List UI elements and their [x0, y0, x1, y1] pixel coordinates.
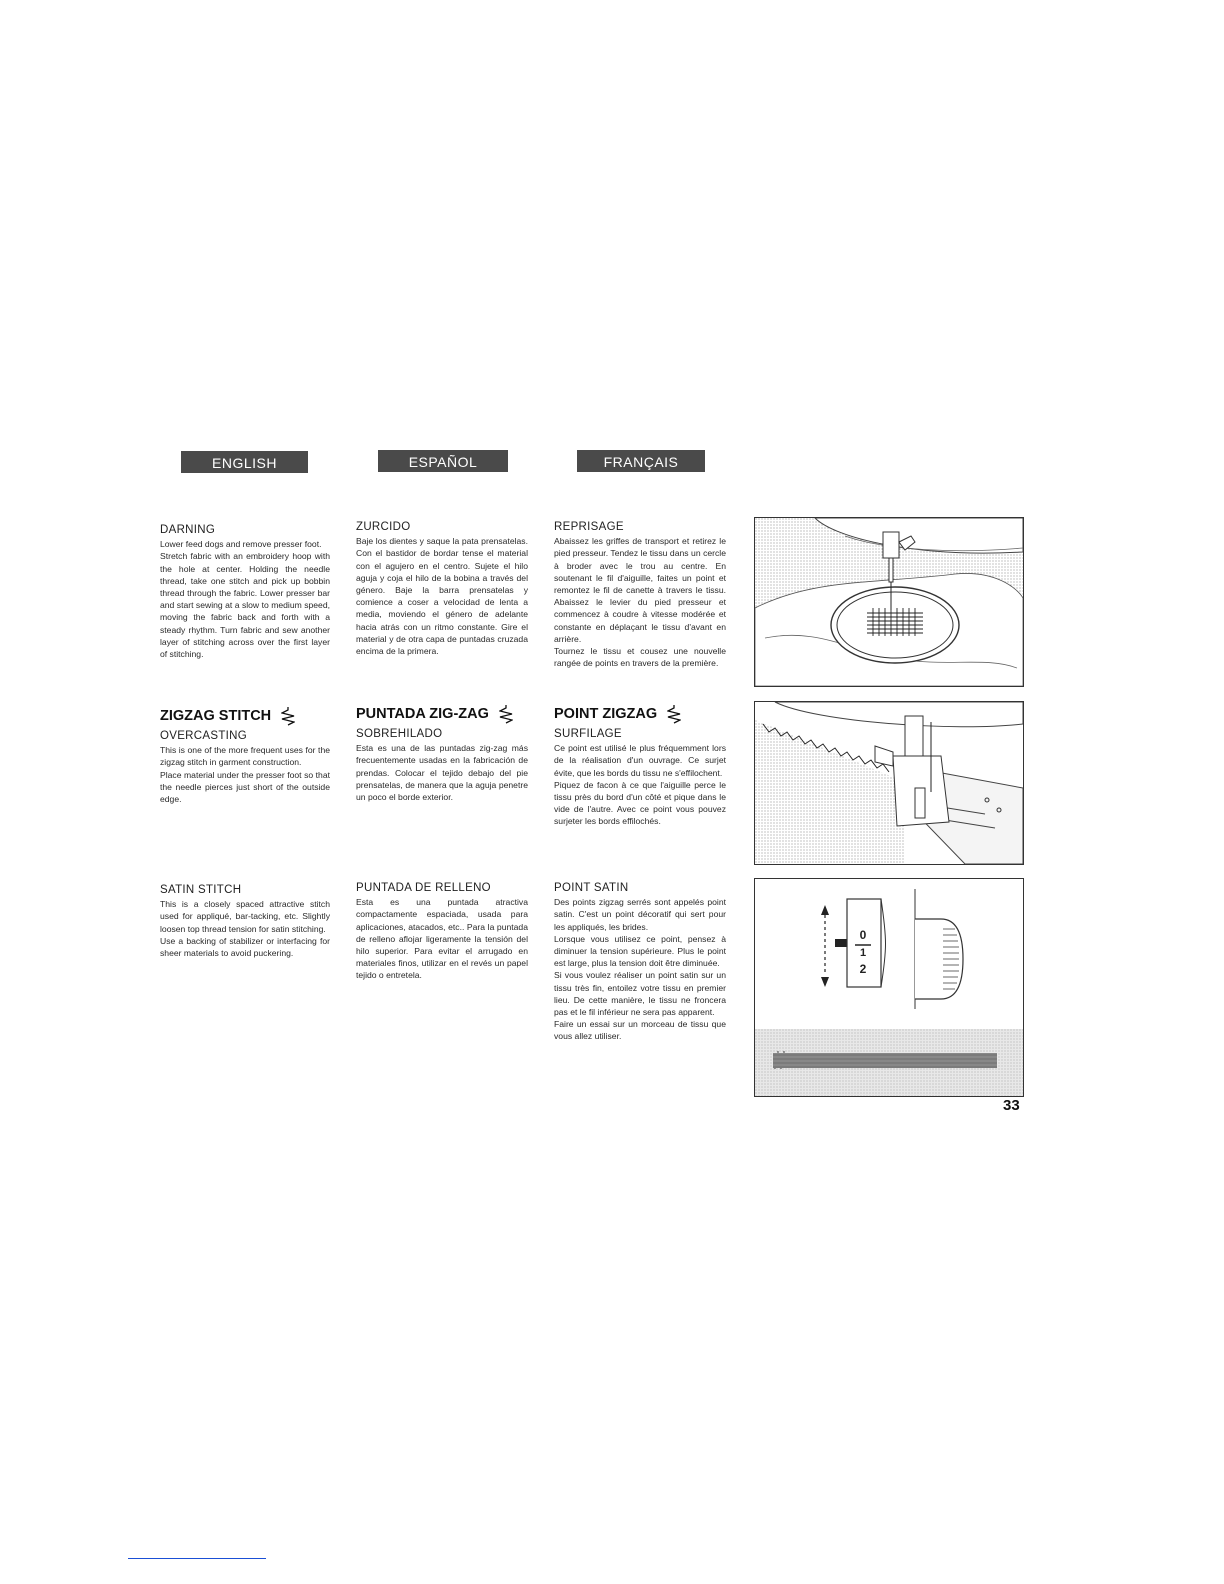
francais-satin-title: POINT SATIN — [554, 882, 629, 894]
stitch-dial-drawing — [755, 879, 1023, 1096]
espanol-satin-section — [356, 882, 528, 982]
francais-satin-para-1: Des points zigzag serrés sont appelés point satin. C'est un point décoratif qui sert pour les appliqués, les brides. — [554, 897, 726, 932]
tab-espanol: ESPAÑOL — [378, 450, 508, 472]
english-satin-para-2: Use a backing of stabilizer or interfacing for sheer materials to avoid puckering. — [160, 935, 330, 959]
francais-overcasting-para-1: Ce point est utilisé le plus fréquemment lors de la réalisation d'un ouvrage. Ce surjet évite, que les bords du tissu ne s'effilochent. — [554, 743, 726, 778]
francais-overcasting-title: SURFILAGE — [554, 728, 622, 740]
tab-francais: FRANÇAIS — [577, 450, 705, 472]
english-darning-title: DARNING — [160, 524, 216, 536]
espanol-satin-para-1: Esta es una puntada atractiva compactamente espaciada, usada para aplicaciones, atacados, etc.. Para la puntada de relleno aflojar ligeramente la tensión del hilo superior. Para evitar el arrugado en materiales finos, utilizar en el revés un papel tejido o entretela. — [356, 897, 528, 981]
francais-darning-para-2: Tournez le tissu et cousez une nouvelle rangée de points en travers de la première. — [554, 646, 726, 669]
english-darning-para-2: Stretch fabric with an embroidery hoop with the hole at center. Holding the needle thread, take one stitch and pick up bobbin thread through the fabric. Lower presser bar and start sewing at a slow to medium speed, moving the fabric back and forth with a steady rhythm. Turn fabric and sew another layer of stitching across over the first layer of stitching. — [160, 551, 330, 660]
francais-darning-section — [554, 521, 726, 669]
english-overcasting-section — [160, 730, 330, 805]
embroidery-hoop-illustration — [754, 517, 1024, 687]
espanol-zigzag-heading — [356, 704, 513, 724]
english-satin-title: SATIN STITCH — [160, 884, 242, 896]
espanol-overcasting-section — [356, 728, 528, 803]
english-satin-section — [160, 884, 330, 959]
english-zigzag-heading-text: ZIGZAG STITCH — [160, 708, 272, 724]
page-number: 33 — [1003, 1097, 1020, 1114]
english-overcasting-para-1: This is one of the more frequent uses for the zigzag stitch in garment construction. — [160, 745, 330, 768]
embroidery-hoop-drawing — [755, 518, 1023, 686]
english-zigzag-heading — [160, 706, 295, 726]
francais-satin-section — [554, 882, 726, 1043]
zigzag-icon — [667, 704, 681, 724]
francais-darning-title: REPRISAGE — [554, 521, 624, 533]
presser-foot-drawing — [755, 702, 1023, 864]
english-overcasting-title: OVERCASTING — [160, 730, 248, 742]
espanol-darning-section — [356, 521, 528, 657]
footer-divider — [128, 1558, 266, 1559]
espanol-zigzag-heading-text: PUNTADA ZIG-ZAG — [356, 706, 489, 722]
stitch-length-dial-illustration — [754, 878, 1024, 1097]
francais-overcasting-section — [554, 728, 726, 828]
english-satin-para-1: This is a closely spaced attractive stitch used for appliqué, bar-tacking, etc. Slightly loosen top thread tension for satin stitching. — [160, 899, 330, 934]
dial-label-1: 1 — [859, 947, 867, 959]
dial-label-0: 0 — [859, 928, 867, 942]
francais-satin-para-3: Si vous voulez réaliser un point satin sur un tissu très fin, entoilez votre tissu en premier lieu. De cette manière, le tissu ne froncera pas et le fil inférieur ne sera pas apparent. — [554, 970, 726, 1018]
dial-label-2: 2 — [859, 962, 867, 976]
francais-zigzag-heading — [554, 704, 681, 724]
zigzag-icon — [281, 706, 295, 726]
espanol-darning-para-1: Baje los dientes y saque la pata prensatelas. Con el bastidor de bordar tense el material con el agujero en el centro. Sujete el hilo aguja y coja el hilo de la bobina a través del género. Baje la barra prensatelas y comience a coser a velocidad de lenta a media, moviendo el género de adelante hacia atrás con un ritmo constante. Gire el material y de otra capa de puntadas cruzada encima de la primera. — [356, 536, 528, 657]
english-overcasting-para-2: Place material under the presser foot so that the needle pierces just short of the outside edge. — [160, 769, 330, 805]
tab-english: ENGLISH — [181, 451, 308, 473]
english-darning-para-1: Lower feed dogs and remove presser foot. — [160, 539, 322, 550]
espanol-darning-title: ZURCIDO — [356, 521, 411, 533]
espanol-overcasting-para-1: Esta es una de las puntadas zig-zag más frecuentemente usadas en la fabricación de prendas. Colocar el tejido debajo del pie prensatelas, de manera que la aguja penetre un poco el borde exterior. — [356, 743, 528, 803]
francais-satin-para-4: Faire un essai sur un morceau de tissu que vous allez utiliser. — [554, 1019, 726, 1042]
espanol-satin-title: PUNTADA DE RELLENO — [356, 882, 491, 894]
presser-foot-illustration — [754, 701, 1024, 865]
espanol-overcasting-title: SOBREHILADO — [356, 728, 443, 740]
francais-overcasting-para-2: Piquez de facon à ce que l'aiguille perce le tissu près du bord d'un côté et pique dans le vide de l'autre. Avec ce point vous pouvez surjeter les bords effilochés. — [554, 779, 726, 827]
zigzag-icon — [499, 704, 513, 724]
francais-zigzag-heading-text: POINT ZIGZAG — [554, 706, 658, 722]
francais-darning-para-1: Abaissez les griffes de transport et retirez le pied presseur. Tendez le tissu dans un cercle à broder avec le trou au centre. En soutenant le fil d'aiguille, faites un point et remontez le fil de canette à travers le tissu. Abaissez le levier du pied presseur et commencez à coudre à vitesse modérée et constante en déplaçant le tissu d'avant en arrière. — [554, 536, 726, 644]
francais-satin-para-2: Lorsque vous utilisez ce point, pensez à diminuer la tension supérieure. Plus le point est large, plus la tension doit être diminuée. — [554, 933, 726, 969]
english-darning-section — [160, 524, 330, 660]
